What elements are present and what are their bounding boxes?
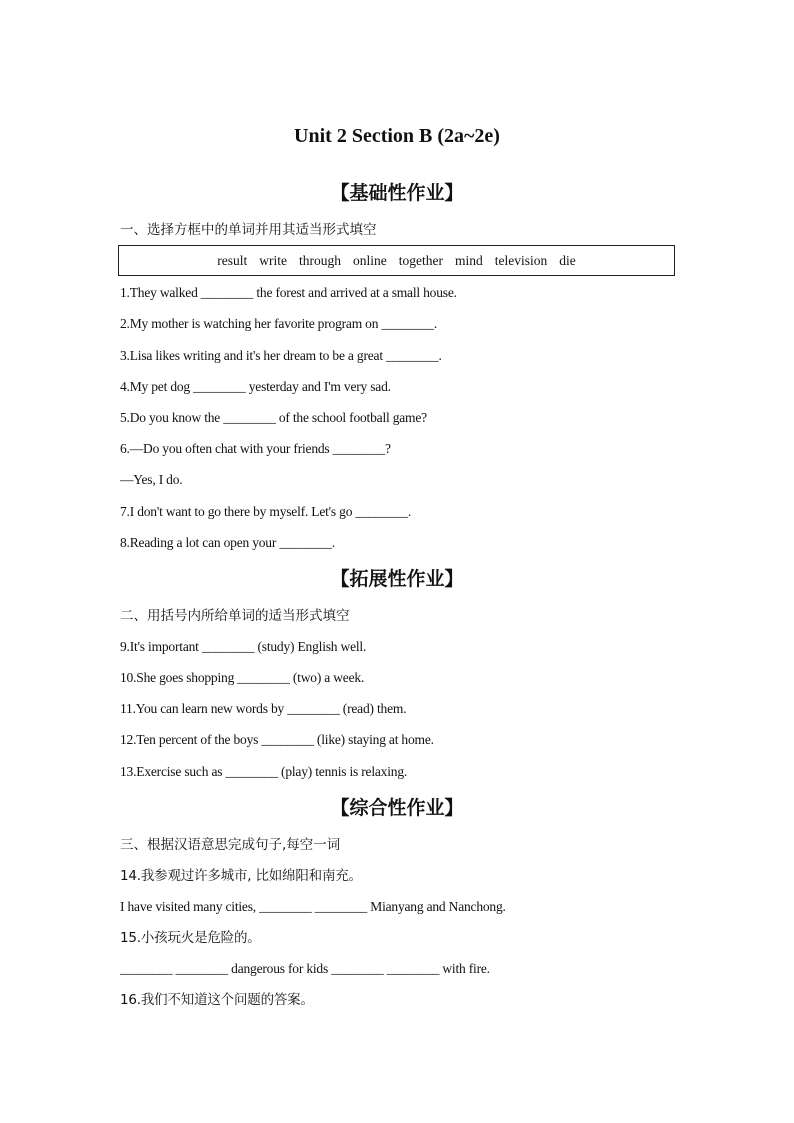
word-box-item: together	[398, 252, 443, 268]
exercise-item: 13.Exercise such as ________ (play) tennis is relaxing.	[120, 764, 408, 779]
word-box-item: result	[217, 252, 248, 268]
word-box-item: die	[559, 252, 576, 268]
exercise-item: 12.Ten percent of the boys ________ (like) staying at home.	[120, 732, 434, 747]
word-box-item: online	[353, 252, 387, 268]
word-box-item: write	[259, 252, 287, 268]
word-box-item: mind	[454, 252, 483, 268]
exercise-item: 1.They walked ________ the forest and arrived at a small house.	[120, 285, 457, 300]
exercise-item: 6.—Do you often chat with your friends ________?	[120, 441, 391, 456]
exercise-item: ________ ________ dangerous for kids ________ ________ with fire.	[120, 961, 490, 976]
exercise-item: 16.我们不知道这个问题的答案。	[120, 992, 314, 1008]
exercise-item: 10.She goes shopping ________ (two) a week.	[120, 670, 365, 685]
exercise-item: 15.小孩玩火是危险的。	[120, 930, 261, 946]
section-heading-basic: 【基础性作业】	[330, 182, 464, 204]
exercise-item: 9.It's important ________ (study) English well.	[120, 639, 367, 654]
exercise-item: 3.Lisa likes writing and it's her dream to be a great ________.	[120, 348, 442, 363]
exercise-item: 4.My pet dog ________ yesterday and I'm very sad.	[120, 379, 391, 394]
instruction-extended: 二、用括号内所给单词的适当形式填空	[120, 608, 350, 624]
exercise-item: —Yes, I do.	[120, 472, 183, 487]
word-box-item: television	[494, 252, 548, 268]
word-box-item: through	[299, 252, 341, 268]
section-heading-extended: 【拓展性作业】	[330, 568, 464, 590]
exercise-item: 2.My mother is watching her favorite program on ________.	[120, 316, 438, 331]
instruction-comprehensive: 三、根据汉语意思完成句子,每空一词	[120, 837, 341, 853]
exercise-item: 11.You can learn new words by ________ (read) them.	[120, 701, 407, 716]
exercise-item: 5.Do you know the ________ of the school football game?	[120, 410, 427, 425]
word-box	[118, 245, 675, 276]
exercise-item: 8.Reading a lot can open your ________.	[120, 535, 335, 550]
exercise-item: 7.I don't want to go there by myself. Let's go ________.	[120, 504, 411, 519]
instruction-basic: 一、选择方框中的单词并用其适当形式填空	[120, 222, 377, 238]
exercise-item: 14.我参观过许多城市, 比如绵阳和南充。	[120, 868, 362, 884]
section-heading-comprehensive: 【综合性作业】	[330, 797, 464, 819]
exercise-item: I have visited many cities, ________ ________ Mianyang and Nanchong.	[120, 899, 506, 914]
page-title: Unit 2 Section B (2a~2e)	[294, 125, 500, 147]
